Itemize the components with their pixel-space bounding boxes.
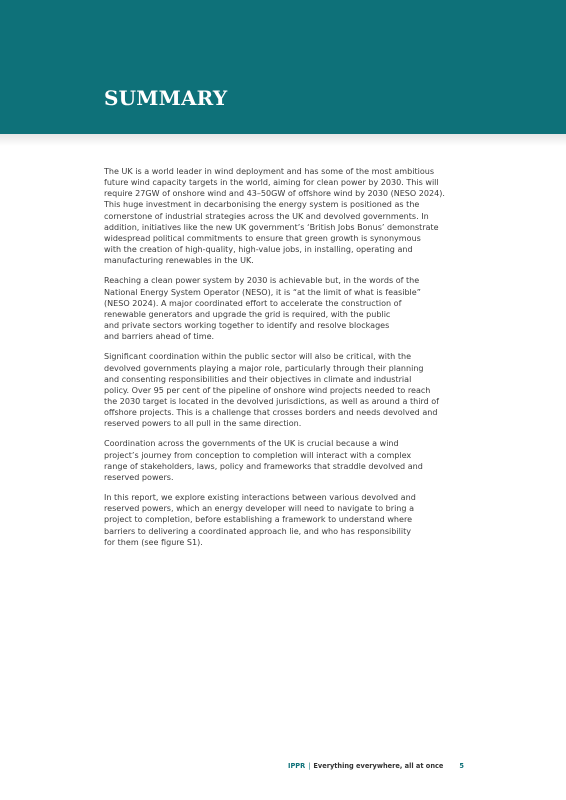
text-line: with the creation of high-quality, high-value jobs, in installing, operating and (104, 245, 413, 255)
text-line: National Energy System Operator (NESO), it is “at the limit of what is feasible” (104, 287, 421, 297)
text-line: Significant coordination within the public sector will also be critical, with the (104, 352, 412, 362)
text-line: reserved powers to all pull in the same direction. (104, 419, 302, 429)
text-line: Coordination across the governments of the UK is crucial because a wind (104, 439, 399, 449)
paragraph (104, 166, 472, 266)
text-line: offshore projects. This is a challenge that crosses borders and needs devolved and (104, 408, 438, 418)
text-line: renewable generators and upgrade the grid is required, with the public (104, 309, 391, 319)
text-line: for them (see figure S1). (104, 537, 203, 547)
text-line: In this report, we explore existing interactions between various devolved and (104, 493, 416, 503)
text-line: reserved powers. (104, 472, 174, 482)
banner-shadow (0, 134, 566, 146)
footer-content (288, 762, 464, 770)
text-line: This huge investment in decarbonising the energy system is positioned as the (104, 200, 420, 210)
text-line: devolved governments playing a major role, particularly through their planning (104, 363, 424, 373)
paragraph (104, 275, 472, 342)
text-line: Reaching a clean power system by 2030 is achievable but, in the words of the (104, 276, 420, 286)
text-line: policy. Over 95 per cent of the pipeline of onshore wind projects needed to reach (104, 385, 431, 395)
text-line: range of stakeholders, laws, policy and frameworks that straddle devolved and (104, 461, 423, 471)
text-line: future wind capacity targets in the world, aiming for clean power by 2030. This will (104, 178, 439, 188)
text-line: the 2030 target is located in the devolved jurisdictions, as well as around a third of (104, 396, 440, 406)
text-line: and consenting responsibilities and their objectives in climate and industrial (104, 374, 412, 384)
text-line: The UK is a world leader in wind deployment and has some of the most ambitious (104, 167, 435, 176)
text-line: cornerstone of industrial strategies across the UK and devolved governments. In (104, 211, 429, 221)
footer-report-title: Everything everywhere, all at once (313, 762, 444, 770)
paragraph (104, 492, 472, 548)
text-line: barriers to delivering a coordinated approach lie, and who has responsibility (104, 526, 411, 536)
footer-separator: | (308, 762, 311, 770)
paragraph (104, 438, 472, 483)
page-footer (0, 762, 464, 774)
text-line: widespread political commitments to ensure that green growth is synonymous (104, 233, 421, 243)
text-line: and barriers ahead of time. (104, 332, 215, 342)
page-title: SUMMARY (104, 86, 228, 110)
text-line: project to completion, before establishing a framework to understand where (104, 515, 413, 525)
text-line: and private sectors working together to identify and resolve blockages (104, 321, 390, 331)
text-line: (NESO 2024). A major coordinated effort to accelerate the construction of (104, 298, 402, 308)
header-banner (0, 0, 566, 134)
footer-brand: IPPR (287, 762, 306, 770)
text-line: addition, initiatives like the new UK government’s ‘British Jobs Bonus’ demonstrate (104, 222, 439, 232)
text-line: project’s journey from conception to completion will interact with a complex (104, 450, 412, 460)
page-number: 5 (459, 762, 464, 770)
paragraph (104, 351, 472, 429)
text-line: manufacturing renewables in the UK. (104, 256, 254, 266)
summary-body (104, 166, 472, 557)
text-line: require 27GW of onshore wind and 43–50GW of offshore wind by 2030 (NESO 2024). (104, 189, 445, 199)
text-line: reserved powers, which an energy developer will need to navigate to bring a (104, 504, 414, 514)
